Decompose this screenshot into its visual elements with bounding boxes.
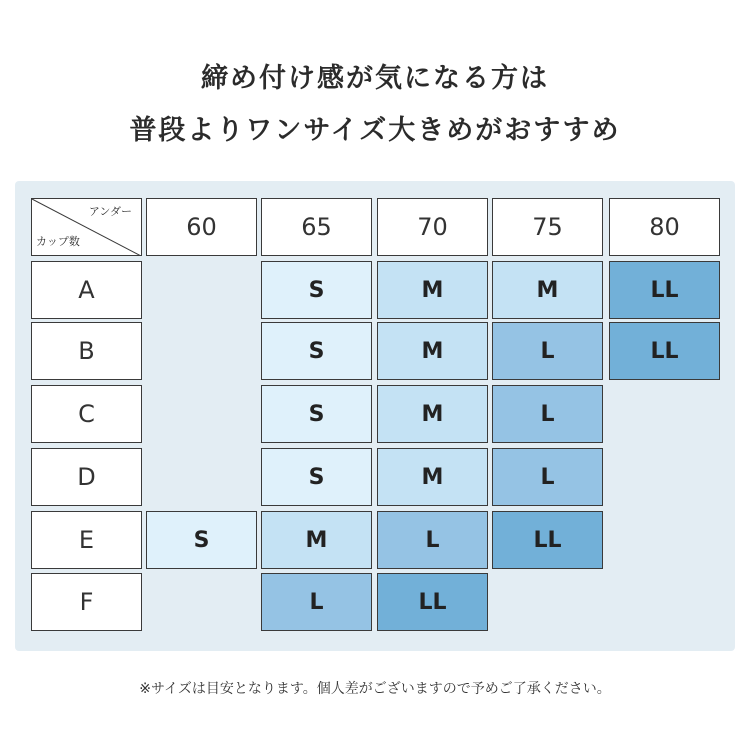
under-header-70: 70 [377,198,488,256]
size-cell-f-65: L [261,573,372,631]
size-cell-e-60: S [146,511,257,569]
under-header-75: 75 [492,198,603,256]
under-header-65: 65 [261,198,372,256]
size-cell-a-75: M [492,261,603,319]
cup-axis-label: カップ数 [36,235,80,248]
cup-header-e: E [31,511,142,569]
size-cell-c-75: L [492,385,603,443]
under-header-80: 80 [609,198,720,256]
disclaimer-note: ※サイズは目安となります。個人差がございますので予めご了承ください。 [139,681,611,697]
cup-header-b: B [31,322,142,380]
headline-line-2: 普段よりワンサイズ大きめがおすすめ [129,115,621,146]
headline-line-1: 締め付け感が気になる方は [201,63,549,94]
size-cell-e-75: LL [492,511,603,569]
size-cell-c-70: M [377,385,488,443]
cup-header-a: A [31,261,142,319]
size-cell-e-70: L [377,511,488,569]
size-cell-a-80: LL [609,261,720,319]
cup-header-f: F [31,573,142,631]
cup-header-c: C [31,385,142,443]
under-axis-label: アンダー [88,205,132,218]
size-cell-b-65: S [261,322,372,380]
size-cell-d-65: S [261,448,372,506]
size-cell-d-75: L [492,448,603,506]
size-cell-b-75: L [492,322,603,380]
size-cell-b-70: M [377,322,488,380]
under-header-60: 60 [146,198,257,256]
size-cell-d-70: M [377,448,488,506]
size-cell-a-65: S [261,261,372,319]
size-cell-b-80: LL [609,322,720,380]
size-cell-c-65: S [261,385,372,443]
size-cell-f-70: LL [377,573,488,631]
size-cell-a-70: M [377,261,488,319]
table-corner-header [31,198,142,256]
size-cell-e-65: M [261,511,372,569]
size-chart-panel [15,181,735,651]
cup-header-d: D [31,448,142,506]
